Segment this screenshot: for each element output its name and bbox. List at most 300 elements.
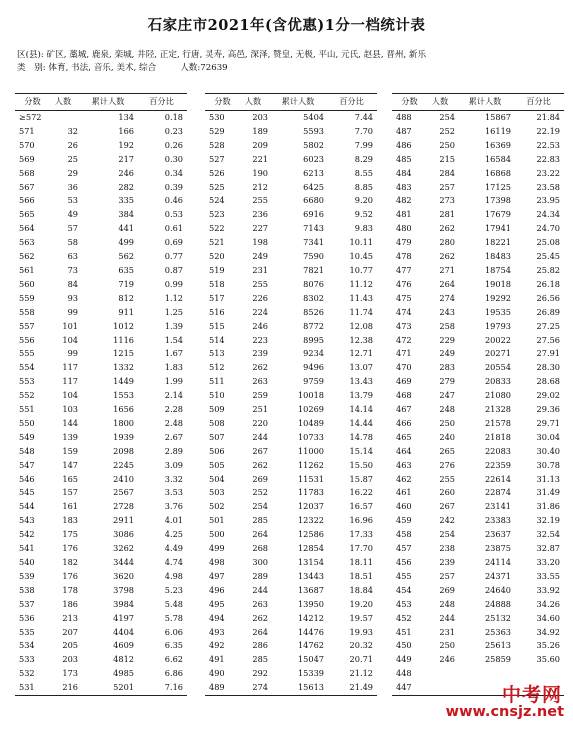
table-row [15,473,187,487]
row-percent: 29.71 [536,417,560,428]
table-row [205,556,377,570]
row-score: 529 [209,125,225,136]
table-row [205,375,377,389]
row-cumulative: 8302 [303,292,324,303]
row-percent: 4.74 [164,557,183,567]
row-count: 268 [252,543,268,554]
row-score: 562 [19,251,35,262]
table-row [205,389,377,403]
row-cumulative: 17398 [484,195,511,206]
row-cumulative: 384 [118,209,134,220]
table-row [392,292,564,306]
row-score: 498 [209,557,225,567]
row-percent: 16.57 [349,501,373,512]
row-score: 500 [209,529,225,540]
row-percent: 6.86 [164,668,183,679]
table-row [392,445,564,459]
table-row [205,459,377,473]
row-percent: 3.53 [164,487,183,498]
row-score: 564 [19,223,35,234]
table-row [205,417,377,431]
row-count: 84 [67,278,78,289]
row-cumulative: 6425 [303,181,324,192]
row-score: 488 [396,112,412,122]
row-count: 276 [439,459,455,470]
row-cumulative: 3086 [113,529,134,540]
row-score: 549 [19,431,35,442]
row-count: 203 [62,654,78,665]
row-cumulative: 20833 [484,376,511,387]
table-row [392,361,564,375]
row-percent: 23.95 [536,195,560,206]
table-row [205,681,377,695]
row-cumulative: 2245 [113,459,134,470]
row-percent: 22.83 [536,153,560,164]
table-row [392,417,564,431]
row-count: 264 [252,529,268,540]
row-cumulative: 24640 [484,584,511,595]
row-cumulative: 1215 [113,348,134,359]
row-cumulative: 2098 [113,445,134,456]
row-count: 209 [252,139,268,150]
row-count: 269 [252,473,268,484]
row-score: 537 [19,598,35,609]
table-row [205,181,377,195]
row-percent: 16.96 [349,515,373,526]
row-cumulative: 2911 [113,515,134,526]
row-cumulative: 192 [118,139,134,150]
row-score: 566 [19,195,35,206]
row-cumulative: 24114 [484,557,511,567]
row-percent: 6.35 [164,640,183,651]
row-score: 492 [209,640,225,651]
watermark-logo: 中考网 [501,684,562,706]
row-percent: 33.92 [536,584,560,595]
table-row [15,347,187,361]
row-count: 117 [62,362,78,373]
header-cumulative: 累计人数 [80,94,136,111]
row-percent: 16.22 [349,487,373,498]
row-score: 526 [209,167,225,178]
row-cumulative: 21328 [484,404,511,415]
row-score: 523 [209,209,225,220]
row-count: 182 [62,557,78,567]
row-percent: 10.77 [349,264,373,275]
category-line [17,63,228,74]
table-row [15,486,187,500]
row-count: 262 [252,612,268,623]
row-cumulative: 3444 [113,557,134,567]
row-percent: 25.45 [536,251,560,262]
row-count: 173 [62,668,78,679]
row-percent: 31.49 [536,487,560,498]
row-percent: 5.48 [164,598,183,609]
header-score: 分数 [205,94,236,111]
table-row [392,598,564,612]
header-cumulative: 累计人数 [270,94,326,111]
row-percent: 12.38 [349,334,373,345]
row-score: 477 [396,264,412,275]
header-count: 人数 [46,94,80,111]
row-percent: 26.56 [536,292,560,303]
row-percent: 7.99 [354,139,373,150]
row-count: 26 [67,139,78,150]
table-row [392,320,564,334]
row-cumulative: 9759 [303,376,324,387]
row-percent: 4.49 [164,543,183,554]
row-percent: 8.29 [354,153,373,164]
table-row [392,473,564,487]
table-row [15,111,187,125]
row-score: 466 [396,417,412,428]
row-percent: 8.55 [354,167,373,178]
row-score: 448 [396,668,412,679]
row-cumulative: 25859 [484,654,511,665]
table-row [15,194,187,208]
table-row [205,347,377,361]
row-cumulative: 3984 [113,598,134,609]
row-percent: 13.07 [349,362,373,373]
table-row [205,167,377,181]
table-row [15,264,187,278]
row-count: 274 [236,681,270,695]
row-count: 101 [62,320,78,331]
row-cumulative: 23875 [484,543,511,554]
row-count: 58 [67,237,78,248]
row-cumulative: 15613 [270,681,326,695]
row-score: 511 [209,376,225,387]
row-percent: 1.83 [164,362,183,373]
row-percent: 2.67 [164,431,183,442]
table-row [15,320,187,334]
row-score: 504 [209,473,225,484]
row-count: 259 [252,390,268,401]
row-percent: 1.12 [164,292,183,303]
row-percent: 17.70 [349,543,373,554]
table-row [205,306,377,320]
row-percent: 12.08 [349,320,373,331]
row-cumulative: 6916 [303,209,324,220]
row-score: 506 [209,445,225,456]
row-count: 271 [439,264,455,275]
row-cumulative: 11783 [297,487,324,498]
header-percent: 百分比 [136,94,187,111]
row-score: 494 [209,612,225,623]
row-score: 533 [19,654,35,665]
row-percent: 4.98 [164,570,183,581]
row-score: 543 [19,515,35,526]
table-row [392,375,564,389]
row-score: ≥572 [19,112,42,122]
row-cumulative: 6680 [303,195,324,206]
row-cumulative: 22614 [484,473,511,484]
row-score: 538 [19,584,35,595]
table-row [15,125,187,139]
row-cumulative: 21080 [484,390,511,401]
row-score: 535 [19,626,35,637]
row-count: 183 [62,515,78,526]
row-score: 479 [396,237,412,248]
row-cumulative: 14762 [297,640,324,651]
row-score: 539 [19,570,35,581]
row-cumulative: 4404 [113,626,134,637]
row-cumulative: 18483 [484,251,511,262]
row-score: 497 [209,570,225,581]
table-row [392,542,564,556]
table-row [15,459,187,473]
row-percent: 12.71 [349,348,373,359]
row-score: 560 [19,278,35,289]
row-percent: 31.13 [536,473,560,484]
row-percent: 19.20 [349,598,373,609]
row-count: 223 [252,334,268,345]
row-cumulative: 562 [118,251,134,262]
row-percent: 21.12 [349,668,373,679]
row-score: 556 [19,334,35,345]
row-count: 255 [252,195,268,206]
table-row [392,125,564,139]
row-percent: 19.93 [349,626,373,637]
category-list: 类 别: 体育, 书法, 音乐, 美术, 综合 [17,63,157,73]
row-cumulative: 25132 [484,612,511,623]
row-percent: 6.06 [164,626,183,637]
row-cumulative: 335 [118,195,134,206]
row-cumulative: 23141 [484,501,511,512]
row-cumulative: 719 [118,278,134,289]
table-row [205,486,377,500]
table-row [15,334,187,348]
row-cumulative: 20554 [484,362,511,373]
row-count: 262 [439,251,455,262]
row-count: 63 [67,251,78,262]
table-row [15,542,187,556]
table-row [392,639,564,653]
row-score: 461 [396,487,412,498]
row-score: 553 [19,376,35,387]
row-percent: 0.39 [164,181,183,192]
row-count: 267 [439,501,455,512]
row-count: 246 [252,320,268,331]
row-count: 264 [439,278,455,289]
row-cumulative: 6213 [303,167,324,178]
row-cumulative: 13443 [297,570,324,581]
header-percent: 百分比 [513,94,564,111]
row-cumulative: 14476 [297,626,324,637]
table-row [392,236,564,250]
table-row [205,194,377,208]
row-score: 503 [209,487,225,498]
table-row [205,361,377,375]
page-title: 石家庄市2021年(含优惠)1分一档统计表 [147,17,426,34]
row-count: 104 [62,390,78,401]
row-percent: 27.25 [536,320,560,331]
row-count: 250 [439,640,455,651]
row-score: 520 [209,251,225,262]
table-row [392,264,564,278]
table-row [392,167,564,181]
row-cumulative: 1449 [113,376,134,387]
row-count: 255 [252,278,268,289]
watermark-url: www.cnsjz.net [445,704,564,720]
table-row [205,222,377,236]
table-row [392,626,564,640]
table-row [392,570,564,584]
table-row [15,250,187,264]
row-percent: 18.51 [349,570,373,581]
table-row [205,612,377,626]
row-percent: 14.44 [349,417,373,428]
row-cumulative: 8076 [303,278,324,289]
row-percent: 14.14 [349,404,373,415]
row-score: 534 [19,640,35,651]
row-cumulative: 1800 [113,417,134,428]
row-percent: 0.30 [164,153,183,164]
row-score: 476 [396,278,412,289]
row-count: 226 [252,292,268,303]
row-score: 540 [19,557,35,567]
row-count: 220 [252,417,268,428]
row-count: 215 [439,153,455,164]
row-score: 565 [19,209,35,220]
row-count: 263 [252,376,268,387]
row-percent: 0.18 [164,112,183,122]
row-cumulative: 24371 [484,570,511,581]
row-cumulative: 15867 [484,112,511,122]
row-count: 251 [252,404,268,415]
total-count: 人数:72639 [180,63,228,73]
row-score: 512 [209,362,225,373]
row-percent: 26.89 [536,306,560,317]
row-score: 508 [209,417,225,428]
table-row [392,208,564,222]
row-score: 453 [396,598,412,609]
row-count: 224 [252,306,268,317]
row-score: 502 [209,501,225,512]
row-percent: 11.74 [349,306,373,317]
row-cumulative: 10018 [297,390,324,401]
table-header-row [205,94,377,111]
row-count: 53 [67,195,78,206]
row-score: 447 [392,681,423,695]
row-cumulative: 1012 [113,320,134,331]
table-row [205,278,377,292]
row-score: 474 [396,306,412,317]
row-percent: 18.84 [349,584,373,595]
row-cumulative: 20022 [484,334,511,345]
row-percent: 33.55 [536,570,560,581]
row-score: 546 [19,473,35,484]
row-score: 486 [396,139,412,150]
table-row [205,111,377,125]
row-cumulative: 5201 [80,681,136,695]
row-percent: 20.71 [349,654,373,665]
row-score: 482 [396,195,412,206]
row-count: 247 [439,390,455,401]
row-cumulative: 2728 [113,501,134,512]
row-count: 242 [439,515,455,526]
row-cumulative: 11262 [297,459,324,470]
row-cumulative: 13687 [297,584,324,595]
table-row [392,500,564,514]
row-percent: 22.53 [536,139,560,150]
row-score: 452 [396,612,412,623]
row-score: 545 [19,487,35,498]
row-score: 459 [396,515,412,526]
table-row [205,153,377,167]
row-cumulative: 4197 [113,612,134,623]
row-cumulative: 19793 [484,320,511,331]
row-score: 507 [209,431,225,442]
row-cumulative: 15047 [297,654,324,665]
row-cumulative: 12322 [297,515,324,526]
row-score: 483 [396,181,412,192]
row-cumulative: 10733 [297,431,324,442]
row-count: 250 [439,417,455,428]
row-count: 99 [67,306,78,317]
row-count: 104 [62,334,78,345]
table-row [205,626,377,640]
table-row [15,181,187,195]
row-cumulative: 166 [118,125,134,136]
table-row [15,292,187,306]
row-count: 258 [439,320,455,331]
row-percent: 0.69 [164,237,183,248]
row-percent: 5.23 [164,584,183,595]
row-score: 561 [19,264,35,275]
row-count: 273 [439,195,455,206]
row-cumulative: 6023 [303,153,324,164]
table-row [15,626,187,640]
row-count: 57 [67,223,78,234]
row-percent: 20.32 [349,640,373,651]
row-score: 532 [19,668,35,679]
row-score: 499 [209,543,225,554]
table-row [205,667,377,681]
row-percent: 32.87 [536,543,560,554]
row-count: 281 [439,209,455,220]
row-count: 99 [67,348,78,359]
row-percent: 10.11 [349,237,373,248]
row-percent: 8.85 [354,181,373,192]
table-row [205,584,377,598]
row-cumulative: 499 [118,237,134,248]
row-score: 542 [19,529,35,540]
row-percent: 2.89 [164,445,183,456]
table-row [15,167,187,181]
row-score: 456 [396,557,412,567]
row-cumulative: 10269 [297,404,324,415]
row-count: 267 [252,445,268,456]
row-score: 550 [19,417,35,428]
row-count: 205 [62,640,78,651]
table-row [15,528,187,542]
row-percent: 3.09 [164,459,183,470]
row-score: 547 [19,459,35,470]
row-cumulative: 7821 [303,264,324,275]
row-percent: 23.22 [536,167,560,178]
table-row [205,445,377,459]
row-cumulative: 16868 [484,167,511,178]
row-score: 491 [209,654,225,665]
table-row [205,431,377,445]
row-cumulative: 282 [118,181,134,192]
row-percent: 35.26 [536,640,560,651]
row-cumulative: 8772 [303,320,324,331]
row-percent: 13.79 [349,390,373,401]
row-count: 244 [252,431,268,442]
table-row [205,653,377,667]
row-cumulative: 1116 [113,334,134,345]
